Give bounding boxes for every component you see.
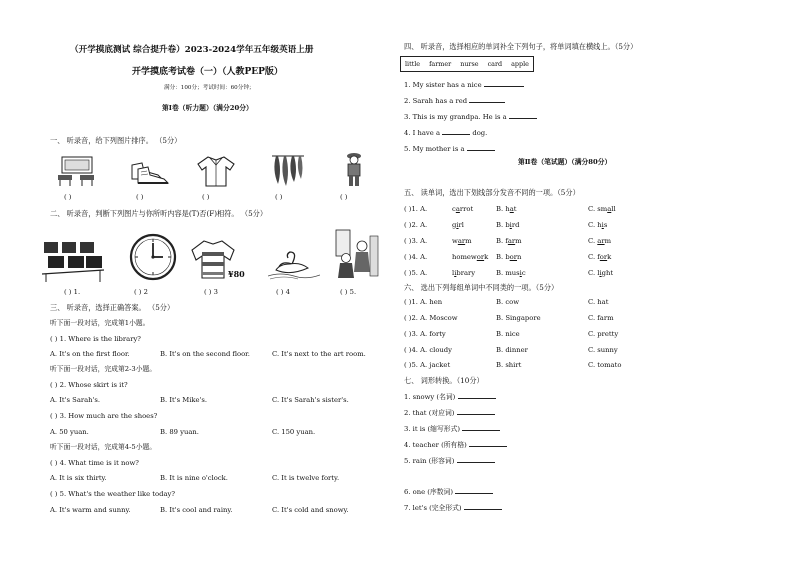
sec3-q3-opt-b[interactable]: B. 89 yuan. (160, 428, 199, 436)
item-prompt: 7. let's (完全形式) (404, 504, 462, 512)
part1-title: 第Ⅰ卷（听力题）（满分20分） (162, 104, 253, 112)
sec6-row-5-a[interactable]: ( )5. A. jacket (404, 361, 451, 369)
sec3-q2: ( ) 2. Whose skirt is it? (50, 381, 128, 389)
item-prompt: 5. rain (形容词) (404, 457, 455, 465)
sec3-q1-opt-c[interactable]: C. It's next to the art room. (272, 350, 366, 358)
exam-title-line1: （开学摸底测试 综合提升卷）2023-2024学年五年级英语上册 (70, 45, 314, 55)
word-bank-item: card (487, 60, 503, 68)
sec1-blank-2[interactable]: ( ) (136, 193, 144, 201)
sec6-row-5-b[interactable]: B. shirt (496, 361, 522, 369)
people-icon (332, 228, 382, 280)
underlined-letters: i (509, 221, 512, 229)
underlined-letters: i (601, 221, 604, 229)
option-text: s (603, 221, 608, 229)
sec3-q1-opt-b[interactable]: B. It's on the second floor. (160, 350, 250, 358)
sec6-row-3-a[interactable]: ( )3. A. forty (404, 330, 446, 338)
underlined-letters: or (476, 253, 485, 261)
sec6-row-2-c[interactable]: C. farm (588, 314, 614, 322)
sec6-row-5-c[interactable]: C. tomato (588, 361, 622, 369)
option-a[interactable] (452, 205, 473, 213)
part2-title: 第Ⅱ卷（笔试题）（满分80分） (518, 158, 612, 166)
sec7-item-1 (404, 392, 496, 401)
sec6-row-3-c[interactable]: C. pretty (588, 330, 619, 338)
sec6-row-2-b[interactable]: B. Singapore (496, 314, 541, 322)
sec6-heading: 六、 选出下列每组单词中不同类的一项。（5分） (404, 283, 559, 292)
option-text: C. f (588, 253, 600, 261)
sec6-row-3-b[interactable]: B. nice (496, 330, 520, 338)
sec3-q3-opt-c[interactable]: C. 150 yuan. (272, 428, 316, 436)
word-bank-item: little (405, 60, 421, 68)
exam-title-line2: 开学摸底考试卷（一）（人教PEP版） (132, 67, 283, 77)
answer-blank[interactable] (455, 487, 493, 494)
underlined-letters: i (454, 269, 457, 277)
sentence-text: 1. My sister has a nice (404, 81, 482, 89)
sec3-q4: ( ) 4. What time is it now? (50, 459, 139, 467)
option-c[interactable] (588, 269, 613, 277)
sentence-text: 2. Sarah has a red (404, 97, 468, 105)
row-number[interactable]: ( )4. A. (404, 253, 428, 261)
sec1-blank-3[interactable]: ( ) (202, 193, 210, 201)
row-number[interactable]: ( )1. A. (404, 205, 428, 213)
row-number[interactable]: ( )2. A. (404, 221, 428, 229)
farmer-icon (342, 151, 366, 187)
row-number[interactable]: ( )5. A. (404, 269, 428, 277)
option-text: C. (588, 237, 598, 245)
underlined-letters: or (599, 253, 608, 261)
sentence-text: 3. This is my grandpa. He is a (404, 113, 507, 121)
answer-blank[interactable] (469, 440, 507, 447)
option-b[interactable] (496, 269, 526, 277)
sec7-item-5 (404, 456, 495, 465)
sec3-q5-opt-c[interactable]: C. It's cold and snowy. (272, 506, 349, 514)
option-c[interactable] (588, 237, 611, 245)
sec4-sentence-1 (404, 80, 524, 89)
sec3-q3: ( ) 3. How much are the shoes? (50, 412, 158, 420)
underlined-letters: a (509, 205, 514, 213)
sec3-q3-opt-a[interactable]: A. 50 yuan. (50, 428, 89, 436)
word-bank-item: farmer (429, 60, 452, 68)
sec6-row-1-a[interactable]: ( )1. A. hen (404, 298, 443, 306)
sec3-q5-opt-b[interactable]: B. It's cool and rainy. (160, 506, 233, 514)
option-text: t (513, 205, 517, 213)
sentence-text: 5. My mother is a (404, 145, 465, 153)
option-b[interactable] (496, 221, 519, 229)
sec4-sentence-3 (404, 112, 537, 121)
sec5-row-3 (404, 237, 612, 245)
sentence-text: 4. I have a (404, 129, 440, 137)
answer-blank[interactable] (458, 392, 496, 399)
computers-icon (42, 238, 104, 282)
option-text: n (517, 253, 522, 261)
sec7-item-6 (404, 487, 493, 496)
fill-blank[interactable] (469, 96, 505, 103)
sec6-row-1-c[interactable]: C. hat (588, 298, 609, 306)
item-prompt: 6. one (序数词) (404, 488, 453, 496)
answer-blank[interactable] (457, 456, 495, 463)
sec3-q4-opt-b[interactable]: B. It is nine o'clock. (160, 474, 228, 482)
word-bank (400, 56, 534, 72)
classroom-icon (56, 155, 98, 187)
item-prompt: 3. it is (缩写形式) (404, 425, 461, 433)
sec2-item-4[interactable]: ( ) 4 (276, 288, 290, 296)
sec3-q4-opt-c[interactable]: C. It is twelve forty. (272, 474, 340, 482)
option-text: l (452, 269, 455, 277)
sec3-q1-opt-a[interactable]: A. It's on the first floor. (50, 350, 130, 358)
sec4-heading: 四、 听录音，选择相应的单词补全下列句子，将单词填在横线上。（5分） (404, 42, 638, 51)
answer-blank[interactable] (457, 408, 495, 415)
sec1-blank-1[interactable]: ( ) (64, 193, 72, 201)
option-text: B. b (496, 221, 510, 229)
sec3-intro-2: 听下面一段对话，完成第2-3小题。 (50, 365, 157, 373)
sec6-row-1-b[interactable]: B. cow (496, 298, 520, 306)
sec3-q2-opt-c[interactable]: C. It's Sarah's sister's. (272, 396, 349, 404)
sec5-row-4 (404, 253, 612, 261)
option-text: rl (458, 221, 464, 229)
sec7-item-3 (404, 424, 500, 433)
answer-blank[interactable] (462, 424, 500, 431)
option-text: rrot (459, 205, 474, 213)
sec3-q5: ( ) 5. What's the weather like today? (50, 490, 176, 498)
sec6-row-2-a[interactable]: ( )2. A. Moscow (404, 314, 458, 322)
word-bank-item: apple (511, 60, 529, 68)
option-text: w (452, 237, 458, 245)
fill-blank[interactable] (467, 144, 495, 151)
option-text: k (484, 253, 489, 261)
sec4-sentence-4 (404, 128, 487, 137)
sec1-blank-5[interactable]: ( ) (340, 193, 348, 201)
option-text: g (452, 221, 457, 229)
option-a[interactable] (452, 221, 464, 229)
sec7-item-4 (404, 440, 507, 449)
item-prompt: 1. snowy (名词) (404, 393, 456, 401)
option-text: m (604, 237, 612, 245)
option-a[interactable] (452, 269, 475, 277)
word-bank-item: nurse (460, 60, 479, 68)
option-b[interactable] (496, 253, 521, 261)
sec2-item-1[interactable]: ( ) 1. (64, 288, 81, 296)
underlined-letters: or (509, 253, 518, 261)
option-text: c (521, 269, 526, 277)
sec5-row-2 (404, 221, 608, 229)
sec2-item-5[interactable]: ( ) 5. (340, 288, 357, 296)
shirt-icon (196, 154, 236, 188)
sec3-q4-opt-a[interactable]: A. It is six thirty. (50, 474, 107, 482)
sec2-item-2[interactable]: ( ) 2 (134, 288, 148, 296)
sec5-row-5 (404, 269, 614, 277)
option-text: B. b (496, 253, 510, 261)
option-text: homew (452, 253, 477, 261)
fill-blank[interactable] (484, 80, 524, 87)
option-c[interactable] (588, 253, 611, 261)
clock-icon (128, 232, 178, 282)
option-text: brary (456, 269, 476, 277)
sec5-heading: 五、 读单词，选出下划线部分发音不同的一项。（5分） (404, 188, 580, 197)
sec3-q5-opt-a[interactable]: A. It's warm and sunny. (50, 506, 131, 514)
option-a[interactable] (452, 253, 488, 261)
sec3-q2-opt-b[interactable]: B. It's Mike's. (160, 396, 208, 404)
option-text: m (465, 237, 472, 245)
sec6-row-4-b[interactable]: B. dinner (496, 346, 528, 354)
exam-meta: 满分：100分；考试时间：60分钟； (164, 85, 255, 91)
underlined-letters: i (456, 221, 459, 229)
sec3-q1: ( ) 1. Where is the library? (50, 335, 141, 343)
option-a[interactable] (452, 237, 472, 245)
underlined-letters: ar (597, 237, 605, 245)
sec4-sentence-5 (404, 144, 495, 153)
option-text: B. h (496, 205, 510, 213)
underlined-letters: a (455, 205, 460, 213)
sec4-sentence-2 (404, 96, 505, 105)
sentence-text: dog. (472, 129, 488, 137)
option-text: k (607, 253, 612, 261)
option-c[interactable] (588, 205, 616, 213)
sec6-row-4-a[interactable]: ( )4. A. cloudy (404, 346, 452, 354)
sec2-item-3[interactable]: ( ) 3 (204, 288, 218, 296)
row-number[interactable]: ( )3. A. (404, 237, 428, 245)
underlined-letters: a (607, 205, 612, 213)
sec3-intro-1: 听下面一段对话，完成第1小题。 (50, 319, 150, 327)
option-text: rd (511, 221, 520, 229)
underlined-letters: i (599, 269, 602, 277)
underlined-letters: ar (507, 237, 516, 245)
fill-blank[interactable] (509, 112, 537, 119)
sec7-item-2 (404, 408, 495, 417)
price-tag: ¥80 (228, 269, 245, 279)
option-b[interactable] (496, 237, 522, 245)
option-text: C. sm (588, 205, 608, 213)
option-text: C. l (588, 269, 600, 277)
sec1-heading: 一、 听录音，给下列图片排序。 （5分） (50, 136, 182, 145)
option-c[interactable] (588, 221, 607, 229)
fill-blank[interactable] (442, 128, 470, 135)
option-text: c (452, 205, 456, 213)
sec5-row-1 (404, 205, 616, 213)
swan-icon (268, 248, 320, 280)
peppers-icon (268, 152, 308, 188)
sec3-q2-opt-a[interactable]: A. It's Sarah's. (50, 396, 101, 404)
sec2-heading: 二、 听录音，判断下列图片与你所听内容是(T)否(F)相符。 （5分） (50, 209, 268, 218)
item-prompt: 4. teacher (所有格) (404, 441, 467, 449)
option-text: B. f (496, 237, 508, 245)
underlined-letters: i (519, 269, 522, 277)
sec1-blank-4[interactable]: ( ) (275, 193, 283, 201)
option-text: C. h (588, 221, 602, 229)
option-text: ght (601, 269, 614, 277)
sec3-intro-3: 听下面一段对话，完成第4-5小题。 (50, 443, 157, 451)
underlined-letters: ar (457, 237, 466, 245)
option-text: ll (611, 205, 616, 213)
item-prompt: 2. that (对应词) (404, 409, 455, 417)
sec7-item-7 (404, 503, 502, 512)
option-b[interactable] (496, 205, 517, 213)
sec3-heading: 三、 听录音，选择正确答案。 （5分） (50, 303, 175, 312)
answer-blank[interactable] (464, 503, 502, 510)
sneakers-icon (128, 157, 170, 187)
sec6-row-4-c[interactable]: C. sunny (588, 346, 618, 354)
option-text: B. mus (496, 269, 520, 277)
option-text: m (515, 237, 522, 245)
sec7-heading: 七、 词形转换。（10分） (404, 376, 484, 385)
